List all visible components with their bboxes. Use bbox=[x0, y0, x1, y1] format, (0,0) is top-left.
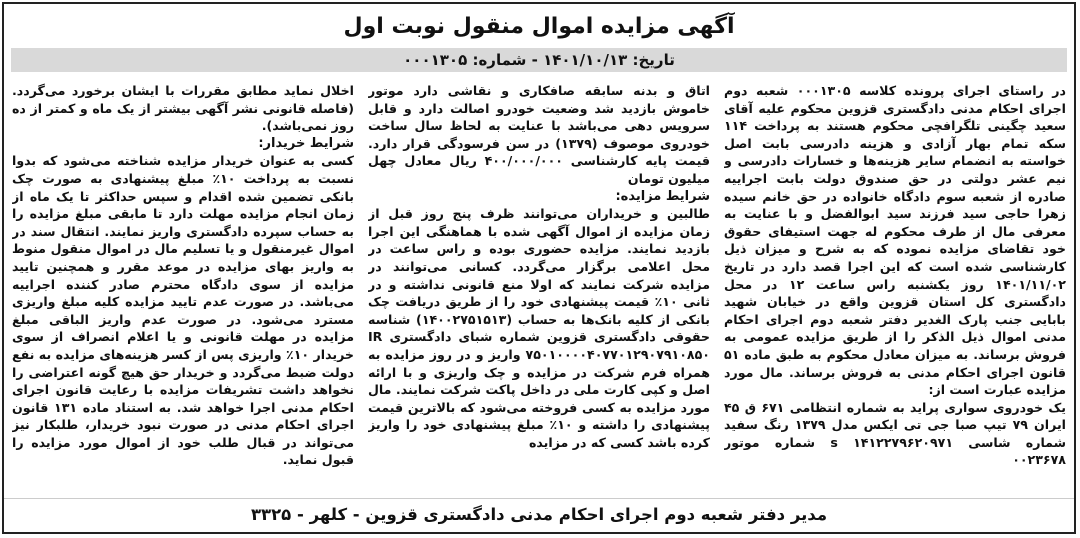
column-right bbox=[724, 82, 1066, 492]
auction-notice bbox=[2, 2, 1076, 534]
notice-body bbox=[12, 82, 1066, 492]
column-left bbox=[12, 82, 354, 492]
disruption-note: اخلال نماید مطابق مقررات با ایشان برخورد می‌گردد. (فاصله قانونی نشر آگهی بیشتر از یک ماه و کمتر از ده روز نمی‌باشد). bbox=[12, 83, 354, 134]
buyer-conditions-heading: شرایط خریدار: bbox=[258, 135, 354, 151]
auction-conditions: طالبین و خریداران می‌توانند ظرف پنج روز قبل از زمان مزایده از اموال آگهی شده با هماهنگی این اجرا بازدید نمایند. مزایده حضوری بوده و راس ساعت در محل اعلامی برگزار می‌گردد. کسانی می‌توانند در مزایده شرکت نمایند که اولا منع قانونی نداشته و در ثانی ۱۰٪ قیمت پیشنهادی خود را از طریق دریافت چک بانکی از کلیه بانک‌ها به حساب (۱۴۰۰۲۷۵۱۵۱۳) شناسه حقوقی دادگستری قزوین شماره شبای دادگستری IR ۷۵۰۱۰۰۰۰۴۰۷۷۰۱۲۹۰۷۹۱۰۸۵۰ واریز و در روز مزایده به همراه فرم شرکت در مزایده و چک واریزی و با ارائه اصل و کپی کارت ملی در داخل پاکت شرکت نمایند. مال مورد مزایده به کسی فروخته می‌شود که بالاترین قیمت پیشنهادی را داشته و ۱۰٪ مبلغ پیشنهادی خود را واریز کرده باشد کسی که در مزایده bbox=[368, 206, 710, 450]
signature-line: مدیر دفتر شعبه دوم اجرای احکام مدنی دادگستری قزوین - کلهر - ۳۳۲۵ bbox=[4, 498, 1074, 524]
buyer-conditions: کسی به عنوان خریدار مزایده شناخته می‌شود که بدوا نسبت به پرداخت ۱۰٪ مبلغ پیشنهادی به صورت چک بانکی تضمین شده اقدام و سپس حداکثر تا یک ماه از زمان انجام مزایده مهلت دارد تا مابقی مبلغ مزایده را به حساب سپرده دادگستری واریز نمایند. انتقال سند در اموال غیرمنقول و یا تسلیم مال در اموال منقول منوط به واریز بهای مزایده در موعد مقرر و همچنین تایید مزایده از سوی دادگاه محترم صادر کننده اجراییه می‌باشد. در صورت عدم تایید مزایده کلیه مبلغ واریزی مسترد می‌شود. در صورت عدم واریز الباقی مبلغ مزایده در مهلت قانونی و یا اعلام انصراف از سوی خریدار ۱۰٪ واریزی پس از کسر هزینه‌های مزایده به نفع دولت ضبط می‌گردد و خریدار حق هیچ گونه اعتراضی را نخواهد داشت تشریفات مزایده با رعایت قانون اجرای احکام مدنی اجرا خواهد شد. به استناد ماده ۱۳۱ قانون اجرای احکام مدنی در صورت نبود خریدار، طلبکار نیز می‌تواند در قبال طلب خود از اموال مورد مزایده را قبول نماید. bbox=[12, 153, 354, 468]
date-number-bar: تاریخ: ۱۴۰۱/۱۰/۱۳ - شماره: ۰۰۰۱۳۰۵ bbox=[11, 48, 1067, 72]
column-middle bbox=[368, 82, 710, 492]
vehicle-description: یک خودروی سواری پراید به شماره انتظامی ۶۷۱ ق ۴۵ ایران ۷۹ تیپ صبا جی تی ایکس مدل ۱۳۷۹ رنگ سفید شماره شاسی s ۱۴۱۲۲۷۹۶۲۰۹۷۱ شماره موتور ۰۰۲۳۶۷۸ bbox=[724, 399, 1066, 468]
case-paragraph: در راستای اجرای پرونده کلاسه ۰۰۰۱۳۰۵ شعبه دوم اجرای احکام مدنی دادگستری قزوین محکوم علیه آقای سعید چگینی تلگرافچی محکوم هستند به پرداخت ۱۱۴ سکه تمام بهار آزادی و هزینه دادرسی بابت اصل خواسته به انضمام سایر هزینه‌ها و خسارات دادرسی و نیم عشر دولتی در حق صندوق دولت بابت اجراییه صادره از شعبه سوم دادگاه خانواده در حق خانم سیده زهرا حاجی سید فرزند سید ابوالفضل و با عنایت به معرفی مال از طرف محکوم له جهت استیفای حقوق خود تقاضای مزایده نموده که به شرح و میزان ذیل کارشناسی شده است که این اجرا قصد دارد در تاریخ ۱۴۰۱/۱۱/۰۲ روز یکشنبه راس ساعت ۱۲ در محل دادگستری کل استان قزوین واقع در خیابان شهید بابایی جنب پارک الغدیر دفتر شعبه دوم اجرای احکام مدنی اموال ذیل الذکر را از طریق مزایده عمومی به فروش برساند. به میزان معادل محکوم به طبق ماده ۵۱ قانون اجرای احکام مدنی به فروش برساند. مال مورد مزایده عبارت است از: bbox=[724, 83, 1066, 398]
notice-title: آگهی مزایده اموال منقول نوبت اول bbox=[343, 14, 735, 39]
vehicle-condition: اتاق و بدنه سابقه صافکاری و نقاشی دارد موتور خاموش بازدید شد وضعیت خودرو اصالت دارد و قابل سرویس دهی می‌باشد با عنایت به لحاظ سال ساخت خودروی موصوف (۱۳۷۹) در سن فرسودگی قرار دارد. قیمت پایه کارشناسی ۴۰۰/۰۰۰/۰۰۰ ریال معادل چهل میلیون تومان bbox=[368, 83, 710, 186]
auction-conditions-heading: شرایط مزایده: bbox=[615, 188, 710, 204]
